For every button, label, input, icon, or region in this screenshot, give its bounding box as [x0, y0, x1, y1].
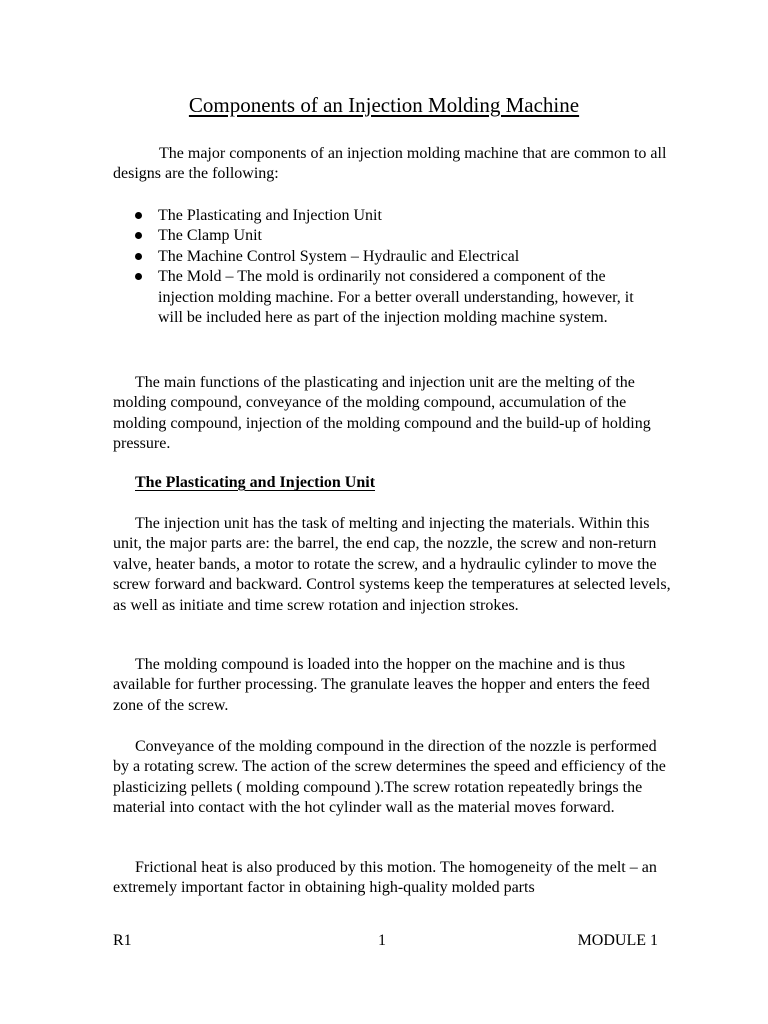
footer-module-label: MODULE 1	[577, 932, 658, 949]
section-heading: The Plasticating and Injection Unit	[135, 474, 376, 491]
bullet-icon	[135, 253, 142, 260]
list-item-text: The Plasticating and Injection Unit	[158, 207, 382, 224]
bullet-icon	[135, 232, 142, 239]
list-item	[113, 247, 658, 267]
page-title: Components of an Injection Molding Machine	[188, 93, 580, 117]
functions-paragraph: The main functions of the plasticating and injection unit are the melting of the molding compound, conveyance of the molding compound, accumulation of the molding compound, injection of the molding compound and the build-up of holding pressure.	[113, 374, 651, 453]
list-item	[113, 206, 658, 226]
list-item-text: The Machine Control System – Hydraulic and Electrical	[158, 247, 520, 265]
page-number: 1	[378, 932, 386, 949]
bullet-icon	[135, 273, 142, 280]
components-list	[113, 206, 658, 328]
frictional-heat-paragraph: Frictional heat is also produced by this motion. The homogeneity of the melt – an extremely important factor in obtaining high-quality molded parts	[113, 859, 657, 897]
footer-left-text: R1	[113, 932, 132, 949]
conveyance-paragraph: Conveyance of the molding compound in the direction of the nozzle is performed by a rotating screw. The action of the screw determines the speed and efficiency of the plasticizing pellets ( molding compound ).The screw rotation repeatedly brings the material into contact with the hot cylinder wall as the material moves forward.	[113, 738, 666, 817]
page-footer	[113, 931, 658, 951]
bullet-icon	[135, 212, 142, 219]
list-item	[113, 226, 658, 246]
hopper-paragraph: The molding compound is loaded into the hopper on the machine and is thus available for further processing. The granulate leaves the hopper and enters the feed zone of the screw.	[113, 656, 650, 714]
list-item	[113, 267, 658, 328]
list-item-text: The Clamp Unit	[158, 227, 262, 245]
list-item-text: The Mold – The mold is ordinarily not considered a component of the injection molding machine. For a better overall understanding, however, it will be included here as part of the injection molding machine system.	[158, 268, 634, 327]
injection-unit-paragraph: The injection unit has the task of melting and injecting the materials. Within this unit, the major parts are: the barrel, the end cap, the nozzle, the screw and non-return valve, heater bands, a motor to rotate the screw, and a hydraulic cylinder to move the screw forward and backward. Control systems keep the temperatures at selected levels, as well as initiate and time screw rotation and injection strokes.	[113, 515, 671, 614]
intro-paragraph: The major components of an injection molding machine that are common to all designs are the following:	[113, 145, 667, 183]
